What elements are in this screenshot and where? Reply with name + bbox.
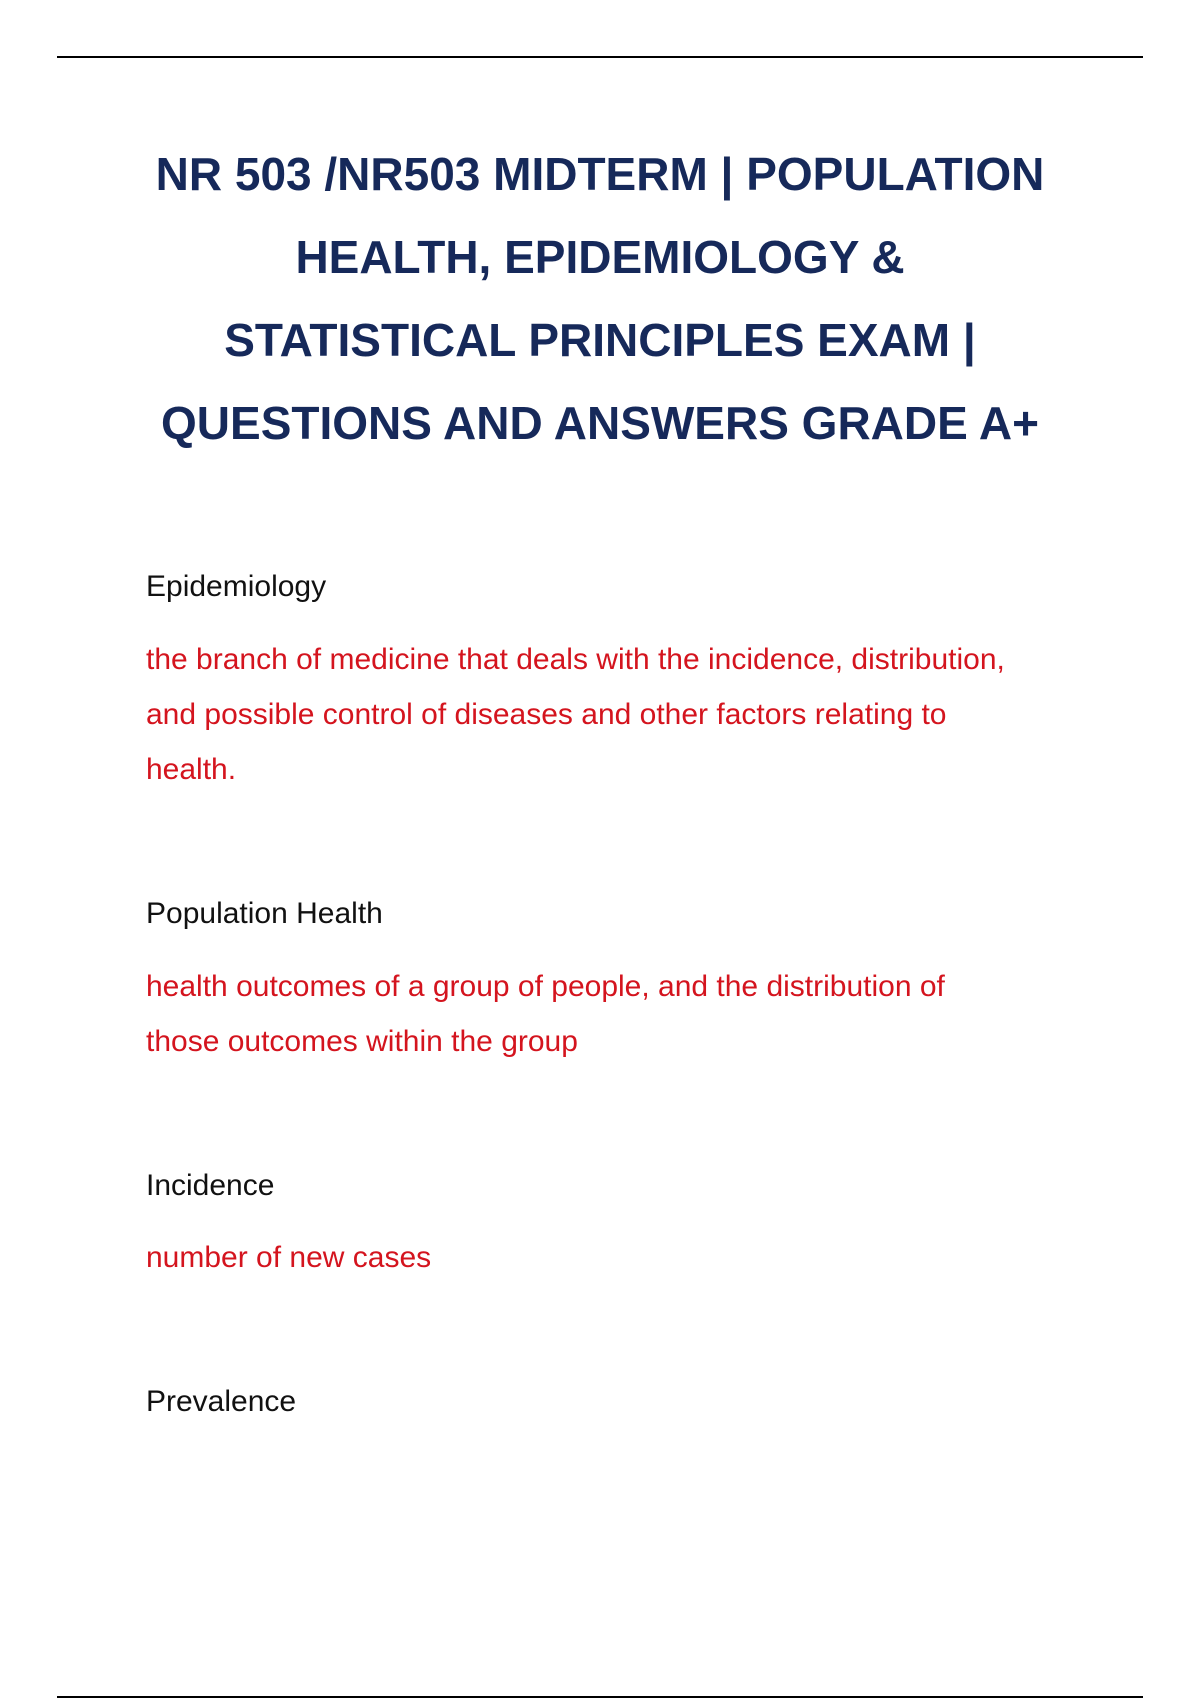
term-incidence: Incidence [146,1169,275,1202]
term-population-health: Population Health [146,897,383,930]
document-title [120,133,1080,465]
title-line: QUESTIONS AND ANSWERS GRADE A+ [161,397,1039,449]
definition-epidemiology [146,632,1005,797]
definition-line: and possible control of diseases and other factors relating to [146,698,947,731]
title-line: HEALTH, EPIDEMIOLOGY & [295,231,905,283]
bottom-rule [57,1696,1143,1698]
definition-line: number of new cases [146,1241,432,1274]
definition-incidence [146,1230,431,1285]
term-epidemiology: Epidemiology [146,570,327,603]
definition-line: health outcomes of a group of people, and the distribution of [146,970,945,1003]
top-rule [57,56,1143,58]
title-line: STATISTICAL PRINCIPLES EXAM | [224,314,976,366]
definition-line: health. [146,753,237,786]
definition-population-health [146,959,945,1069]
definition-line: the branch of medicine that deals with the incidence, distribution, [146,643,1005,676]
definition-line: those outcomes within the group [146,1025,578,1058]
title-line: NR 503 /NR503 MIDTERM | POPULATION [155,148,1045,200]
term-prevalence: Prevalence [146,1385,297,1418]
